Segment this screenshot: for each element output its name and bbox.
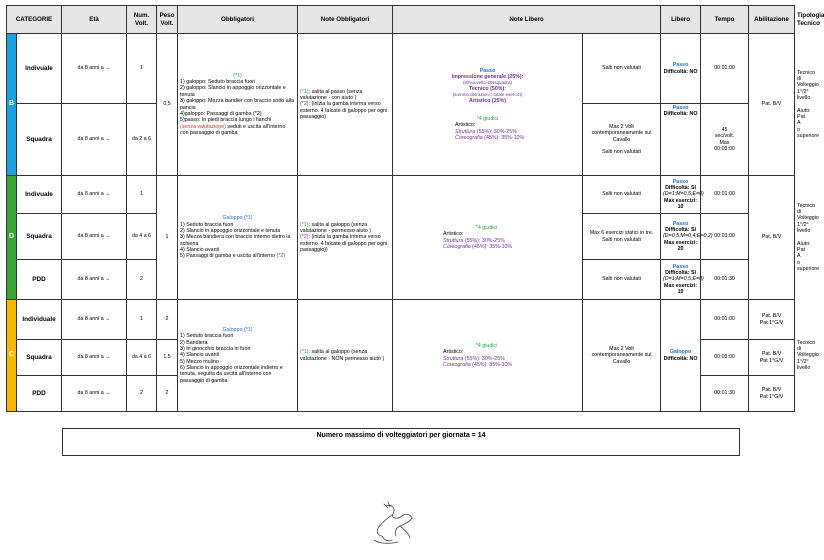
note-line	[300, 89, 390, 102]
nl-struttura-val: (55%): 30%-25%	[463, 237, 505, 244]
obb-line: 1) galoppo: Seduto braccia fuori	[180, 79, 256, 86]
ab-line: Pat 1°G/V	[759, 393, 784, 400]
nl-struttura-val: (55%): 30%-25%	[463, 355, 505, 362]
obb-line: 2) Bandiera	[180, 339, 208, 346]
tempo: 00:01:30	[701, 376, 749, 412]
nl-struttura-label: Struttura	[443, 355, 464, 362]
max-vaulters-note: Numero massimo di volteggiatori per giornata = 14	[62, 428, 740, 456]
libero-line: Max esercizi: 10	[664, 282, 698, 296]
note-obbligatori-b	[298, 34, 393, 176]
tempo: 00:03:00	[701, 214, 749, 260]
note-tag: (*2)	[300, 101, 309, 108]
num-volt: 1	[127, 176, 157, 214]
eta: da 8 anni a ↔	[62, 340, 127, 376]
nl-coreografia-label: Coreografia	[443, 243, 471, 250]
nl-artistico2: Artistico:	[455, 122, 476, 129]
table-row-c-individuale: C Individuale da 8 anni a ↔ 1 2 Galoppo (*1) 1) Seduto braccia fuori 2) Bandiera 3) In ginocchio braccia in fuori 4) Slancio avanti 5) Mezzo mulino 6) Slancio in appoggio orizzontale indietro e tenuta, seguita da uscita all'interno con passaggio di gamba (*1): salita al galoppo (senza valutazione - NON permesso aiuto ) *4 giudici Artistico: Struttura (55%): 30%-25% Coreografia (45%): 35%-10% Max 2 Volt contemporaneamente sul Cavallo Galoppo Difficoltà: NO 00:01:00 Pat. B/V Pat 1°G/V Tecnico di Volteggio 1°/2° livello	[7, 300, 795, 340]
ab-line: Pat. B/V	[761, 387, 782, 394]
libero-line: Difficoltà: SI	[665, 226, 696, 233]
obb-title: Galoppo (*1)	[222, 326, 253, 333]
obb-line: 2) Slancio in appoggio orizzontale e tenuta	[180, 227, 281, 234]
nl-impressione: Impressione generale (25%):	[451, 74, 524, 81]
header-abilitazione: Abilitazione	[749, 6, 795, 34]
num-volt: da 4 a 6	[127, 214, 157, 260]
libero-d-pdd	[661, 260, 704, 300]
libero-title: Galoppo	[669, 349, 692, 356]
obb-line: 2) galoppo: Slancio in appoggio orizzontale e tenuta	[180, 85, 286, 98]
note-libero-d	[393, 176, 583, 300]
libero-line: (D=0,5;M=0,4;E=0,2)	[663, 233, 713, 240]
libero-line: Max esercizi: 20	[664, 239, 698, 253]
note-line	[300, 234, 390, 253]
peso-volt: 0,5	[157, 34, 178, 176]
libero-line: Difficoltà: NO	[663, 355, 698, 362]
tempo-b-sq	[701, 104, 749, 176]
note-text: : (inizia la gamba interna verso esterno. 4 falcate di galoppo per ogni passaggio)	[300, 101, 388, 121]
nl-impressione-sub: (6/Nuovello-4/Nsquadra)	[463, 80, 513, 86]
eta: da 8 anni a ↔	[62, 214, 127, 260]
nl-coreografia	[395, 135, 580, 141]
abilitazione-c-ind	[749, 300, 795, 340]
nlr-line: Max 6 esercizi statici in tre.	[589, 230, 654, 237]
obb-line: 4)galoppo: Passaggi di gamba (*2)	[180, 110, 262, 117]
nl-coreografia-val: (45%): 35%-10%	[482, 134, 525, 141]
cat-name: Squadra	[17, 340, 62, 376]
cat-name: PDD	[17, 260, 62, 300]
obb-line: 3) Mezza bandiera con braccio interno dietro la schiena	[180, 234, 291, 247]
nlr-line: Max 2 Volt	[609, 123, 634, 130]
tempo: 00:01:00	[701, 176, 749, 214]
tempo: 00:01:00	[701, 300, 749, 340]
nl-artistico: Artistico (25%)	[468, 97, 507, 104]
ab-line: Pat 1°G/V	[759, 319, 784, 326]
tempo-line: sec/volt.	[714, 133, 735, 140]
obb-line: 1) Seduto braccia fuori	[180, 221, 234, 228]
tempo-line: 00:03:00	[714, 145, 735, 152]
peso-volt: 1	[157, 176, 178, 300]
note-libero-right: Salti non valutati	[583, 176, 661, 214]
note-tag: (*1)	[300, 349, 309, 356]
nl-passo: Passo	[479, 67, 496, 74]
num-volt: 1	[127, 34, 157, 104]
note-text: : salita al galoppo (senza valutazione - NON permesso aiuto )	[300, 349, 385, 362]
obb-red: (senza valutazione)	[180, 123, 226, 130]
abilitazione-b: Pat. B/V	[749, 34, 795, 176]
nlr-line: Cavallo	[612, 136, 631, 143]
nlr-line: contemporaneamente sul	[591, 352, 652, 359]
libero-line: (D=1;M=0,5;E=0)	[663, 191, 704, 198]
libero-b-ind	[661, 34, 701, 104]
header-categorie: CATEGORIE	[7, 6, 62, 34]
libero-c	[661, 300, 701, 412]
num-volt: 2	[127, 376, 157, 412]
note-text: : (inizia la gamba interna verso esterno. 4 falcate di galoppo per ogni passaggio))	[300, 234, 388, 254]
category-d-bar: D	[7, 176, 17, 300]
note-libero-right-c	[583, 300, 661, 412]
header-row: CATEGORIE Età Num. Volt. Peso Volt. Obbligatori Note Obbligatori Note Libero Libero Tempo Abilitazione Tipologia Tecnico	[7, 6, 795, 34]
nl-tecnico-sub: (somma detrazioni / totale esercizi)	[452, 92, 523, 98]
horse-logo-icon	[366, 500, 424, 546]
libero-line: Difficoltà: NO	[663, 111, 698, 118]
note-libero-right	[583, 104, 661, 176]
note-obbligatori-c	[298, 300, 393, 412]
obb-title: Galoppo (*1)	[222, 215, 253, 222]
ab-line: Pat. B/V	[761, 313, 782, 320]
note-line	[300, 101, 390, 120]
nlr-line: Salti non valutati	[602, 148, 641, 155]
cat-name: Squadra	[17, 214, 62, 260]
obbligatori-b	[178, 34, 298, 176]
cat-name: Individuale	[17, 300, 62, 340]
note-libero-right: Salti non valutati	[583, 34, 661, 104]
libero-title: Passo	[672, 220, 689, 227]
nlr-line: contemporaneamente sul	[591, 130, 652, 137]
ab-line: Pat. B/V	[761, 351, 782, 358]
obb-text: 5) Passaggi di gamba e uscita all'interno	[180, 253, 277, 260]
cat-name: PDD	[17, 376, 62, 412]
obb-line: 5)passo: In piedi braccia lungo i fianchi	[180, 117, 272, 124]
tempo: 00:01:00	[701, 34, 749, 104]
nl-artistico: Artistico:	[443, 231, 464, 238]
nl-coreografia-val: (45%): 35%-10%	[470, 243, 513, 250]
nl-struttura-label: Struttura	[455, 128, 476, 135]
abilitazione-c-pdd	[749, 376, 795, 412]
obb-line: 4) Slancio avanti	[180, 352, 220, 359]
libero-line: (D=1;M=0,5;E=0)	[663, 276, 704, 283]
libero-title: Passo	[672, 263, 689, 270]
header-note-obbligatori: Note Obbligatori	[298, 6, 393, 34]
nl-coreografia-val: (45%): 35%-10%	[470, 361, 513, 368]
obb-line: 5) Mezzo mulino	[180, 358, 219, 365]
libero-line: Difficoltà: SI	[665, 184, 696, 191]
libero-title: Passo	[672, 62, 689, 69]
nl-giudici: *4 giudici	[476, 115, 499, 122]
nl-tecnico: Tecnico (50%):	[469, 85, 507, 92]
note-libero-right	[583, 214, 661, 260]
obb-line: 3) In ginocchio braccia in fuori	[180, 345, 251, 352]
header-peso-volt: Peso Volt.	[157, 6, 178, 34]
nl-coreografia-label: Coreografia	[455, 134, 483, 141]
obb-line: 6) Slancio in appoggio orizzontale indietro e tenuta, seguita da uscita all'interno con passaggio di gamba	[180, 365, 283, 384]
ab-line: Pat 1°G/V	[759, 357, 784, 364]
nl-coreografia-label: Coreografia	[443, 361, 471, 368]
libero-title: Passo	[672, 105, 689, 111]
eta: da 8 anni a ↔	[62, 104, 127, 176]
nlr-line: Cavallo	[612, 358, 631, 365]
nl-giudici: *4 giudici	[475, 342, 498, 349]
note-line	[300, 349, 390, 362]
libero-d-sq	[661, 214, 713, 260]
nl-struttura-val: (55%): 30%-25%	[475, 128, 517, 135]
table-row-d-individuale: D Indivuale da 8 anni a ↔ 1 1 Galoppo (*1) 1) Seduto braccia fuori 2) Slancio in appoggio orizzontale e tenuta 3) Mezza bandiera con braccio interno dietro la schiena 4) Slancio avanti 5) Passaggi di gamba e uscita all'interno (*2) (*1): salita al galoppo (senza valutazione - permesso aiuto ) (*2): (inizia la gamba interna verso esterno. 4 falcate di galoppo per ogni passaggio)) *4 giudici Artistico: Struttura (55%): 30%-25% Coreografia (45%): 35%-10% Salti non valutati Passo Difficoltà: SI (D=1;M=0,5;E=0) Max esercizi: 10 00:01:00 Pat. B/V Tecnico di Volteggio 1°/2° livello Aiuto: Pat A o superiore	[7, 176, 795, 214]
nlr-line: Salti non valutati	[602, 236, 641, 243]
eta: da 8 anni a ↔	[62, 376, 127, 412]
note-libero-right: Salti non valutati	[583, 260, 661, 300]
obb-title: (*1)	[233, 72, 242, 79]
cat-name: Indivuale	[17, 34, 62, 104]
header-eta: Età	[62, 6, 127, 34]
nl-giudici: *4 giudici	[475, 224, 498, 231]
table-row-b-individuale: B Indivuale da 8 anni a ↔ 1 0,5 (*1) 1) galoppo: Seduto braccia fuori 2) galoppo: Slancio in appoggio orizzontale e tenuta 3) galoppo: Mezza bandier con braccio sotto alla pancia 4)galoppo: Passaggi di gamba (*2) 5)passo: In piedi braccia lungo i fianchi (senza valutazione) seduti e uscita all'interno con passaggio di gamba (*1): salita al passo (senza valutazione - con aiuto ) (*2): (inizia la gamba interna verso esterno. 4 falcate di galoppo per ogni passaggio) Passo Impressione generale (25%): (6/Nuovello-4/Nsquadra) Tecnico (50%): (somma detrazioni / totale esercizi) Artistico (25%) *4 giudici Artistico: Struttura (55%): 30%-25% Coreografia (45%): 35%-10% Salti non valutati Passo Difficoltà: NO 00:01:00 Pat. B/V Tecnico di Volteggio 1°/2° livello Aiuto: Pat A o superiore	[7, 34, 795, 104]
eta: da 8 anni a ↔	[62, 176, 127, 214]
header-tempo: Tempo	[701, 6, 749, 34]
num-volt: da 2 a 6	[127, 104, 157, 176]
libero-line: Max esercizi: 10	[664, 197, 698, 211]
nlr-line: Max 2 Volt	[609, 345, 634, 352]
header-libero: Libero	[661, 6, 701, 34]
peso-volt: 2	[157, 300, 178, 340]
note-obbligatori-d	[298, 176, 393, 300]
nl-struttura-label: Struttura	[443, 237, 464, 244]
note-libero-b	[393, 34, 583, 176]
obb-line: 4) Slancio avanti	[180, 247, 220, 254]
obb-rest: seduti e uscita all'interno con passaggio di gamba	[180, 123, 286, 136]
cat-name: Indivuale	[17, 176, 62, 214]
header-note-libero: Note Libero	[393, 6, 661, 34]
obbligatori-d	[178, 176, 298, 300]
header-num-volt: Num. Volt.	[127, 6, 157, 34]
category-c-bar: C	[7, 300, 17, 412]
eta: da 8 anni a ↔	[62, 260, 127, 300]
obb-line	[180, 124, 295, 137]
nl-coreografia	[443, 244, 580, 250]
obb-tag: (*2)	[276, 253, 285, 260]
note-text: : salita al galoppo (senza valutazione - permesso aiuto )	[300, 221, 371, 234]
num-volt: 2	[127, 260, 157, 300]
tempo-line: 45	[721, 126, 728, 133]
libero-line: Difficoltà: NO	[663, 68, 698, 75]
obbligatori-c	[178, 300, 298, 412]
peso-volt: 2	[157, 376, 178, 412]
tempo: 00:03:00	[701, 340, 749, 376]
categories-table	[6, 5, 824, 412]
note-tag: (*1)	[300, 221, 309, 228]
obb-line: 3) galoppo: Mezza bandier con braccio sotto alla pancia	[180, 98, 294, 111]
libero-b-sq	[661, 104, 701, 176]
header-obbligatori: Obbligatori	[178, 6, 298, 34]
libero-d-ind	[661, 176, 704, 214]
category-b-bar: B	[7, 34, 17, 176]
note-tag: (*2)	[300, 234, 309, 241]
tempo-line: Max	[719, 139, 730, 146]
abilitazione-d: Pat. B/V	[749, 176, 795, 300]
obb-line: 1) Seduto braccia fuori	[180, 333, 234, 340]
eta: da 8 anni a ↔	[62, 300, 127, 340]
note-tag: (*1)	[300, 88, 309, 95]
obb-line	[180, 253, 295, 259]
abilitazione-c-sq	[749, 340, 795, 376]
note-line	[300, 222, 390, 235]
peso-volt: 1,5	[157, 340, 178, 376]
nl-artistico: Artistico:	[443, 349, 464, 356]
cat-name: Squadra	[17, 104, 62, 176]
note-text: : salita al passo (senza valutazione - con aiuto )	[300, 88, 363, 101]
note-libero-c	[393, 300, 583, 412]
nl-coreografia	[443, 362, 580, 368]
libero-title: Passo	[672, 178, 689, 185]
libero-line: Difficoltà: SI	[665, 269, 696, 276]
eta: da 8 anni a ↔	[62, 34, 127, 104]
num-volt: da 4 a 6	[127, 340, 157, 376]
tempo: 00:01:30	[701, 260, 749, 300]
num-volt: 1	[127, 300, 157, 340]
